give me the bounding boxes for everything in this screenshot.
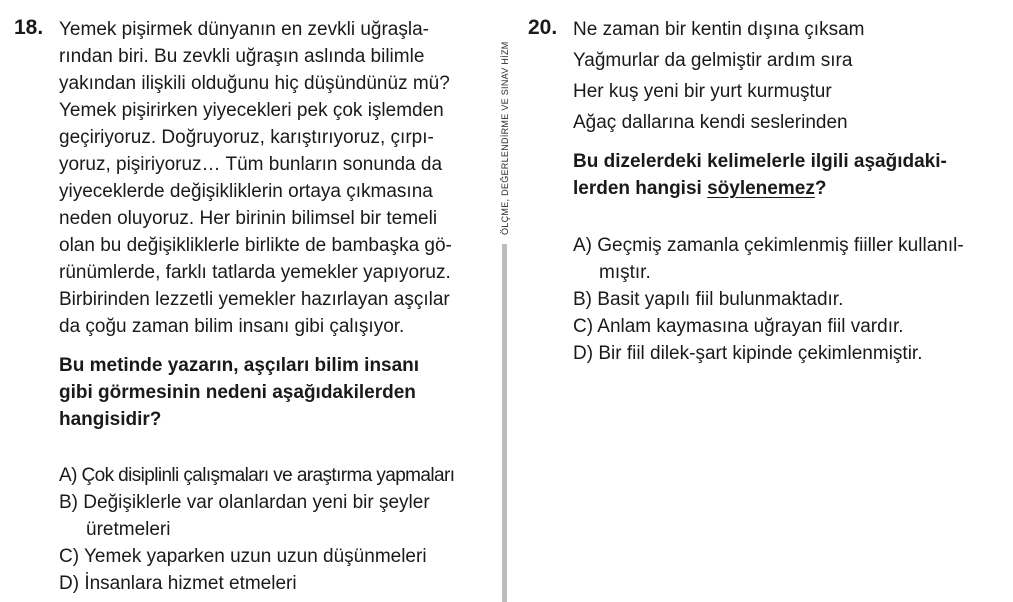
column-divider bbox=[502, 244, 507, 602]
option-d[interactable]: D) İnsanlara hizmet etmeleri bbox=[59, 573, 297, 594]
passage-line: rından biri. Bu zevkli uğraşın aslında bilimle bbox=[59, 46, 425, 67]
passage-line: geçiriyoruz. Doğruyoruz, karıştırıyoruz, çırpı- bbox=[59, 127, 434, 148]
option-b-continued[interactable]: üretmeleri bbox=[86, 519, 171, 540]
question-number-20: 20. bbox=[528, 16, 558, 39]
question-stem-line: Bu dizelerdeki kelimelerle ilgili aşağıdaki- bbox=[573, 151, 947, 172]
question-stem-line bbox=[573, 175, 826, 202]
passage-line: Yemek pişirmek dünyanın en zevkli uğraşla- bbox=[59, 19, 429, 40]
passage-line: Birbirinden lezzetli yemekler hazırlayan aşçılar bbox=[59, 289, 450, 310]
passage-line: rünümlerde, farklı tatlarda yemekler yapıyoruz. bbox=[59, 262, 451, 283]
passage-line: yoruz, pişiriyoruz… Tüm bunların sonunda da bbox=[59, 154, 443, 175]
option-b[interactable]: B) Değişiklerle var olanlardan yeni bir şeyler bbox=[59, 492, 430, 513]
passage-line: yiyeceklerde değişikliklerin ortaya çıkmasına bbox=[59, 181, 433, 202]
question-number-18: 18. bbox=[14, 16, 44, 39]
question-stem-emphasis: söylenemez bbox=[707, 178, 815, 199]
option-b[interactable]: B) Basit yapılı fiil bulunmaktadır. bbox=[573, 289, 844, 310]
poem-line: Ağaç dallarına kendi seslerinden bbox=[573, 112, 848, 133]
option-d[interactable]: D) Bir fiil dilek-şart kipinde çekimlenmiştir. bbox=[573, 343, 923, 364]
side-publisher-label: ÖLÇME, DEĞERLENDİRME VE SINAV HİZM bbox=[500, 41, 510, 235]
question-stem-line: hangisidir? bbox=[59, 409, 162, 430]
option-a[interactable]: A) Çok disiplinli çalışmaları ve araştırma yapmaları bbox=[59, 465, 455, 486]
question-stem-suffix: ? bbox=[814, 178, 827, 199]
option-a-continued[interactable]: mıştır. bbox=[599, 262, 651, 283]
passage-line: neden oluyoruz. Her birinin bilimsel bir temeli bbox=[59, 208, 438, 229]
option-c[interactable]: C) Yemek yaparken uzun uzun düşünmeleri bbox=[59, 546, 427, 567]
question-stem-prefix: lerden hangisi bbox=[573, 178, 708, 199]
question-stem-line: Bu metinde yazarın, aşçıları bilim insanı bbox=[59, 355, 420, 376]
passage-line: da çoğu zaman bilim insanı gibi çalışıyor. bbox=[59, 316, 405, 337]
poem-line: Yağmurlar da gelmiştir ardım sıra bbox=[573, 50, 853, 71]
poem-line: Ne zaman bir kentin dışına çıksam bbox=[573, 19, 865, 40]
passage-line: Yemek pişirirken yiyecekleri pek çok işlemden bbox=[59, 100, 444, 121]
option-c[interactable]: C) Anlam kaymasına uğrayan fiil vardır. bbox=[573, 316, 904, 337]
question-stem-line: gibi görmesinin nedeni aşağıdakilerden bbox=[59, 382, 416, 403]
passage-line: olan bu değişikliklerle birlikte de bambaşka gö- bbox=[59, 235, 452, 256]
poem-line: Her kuş yeni bir yurt kurmuştur bbox=[573, 81, 832, 102]
passage-line: yakından ilişkili olduğunu hiç düşündünüz mü? bbox=[59, 73, 450, 94]
option-a[interactable]: A) Geçmiş zamanla çekimlenmiş fiiller kullanıl- bbox=[573, 235, 964, 256]
